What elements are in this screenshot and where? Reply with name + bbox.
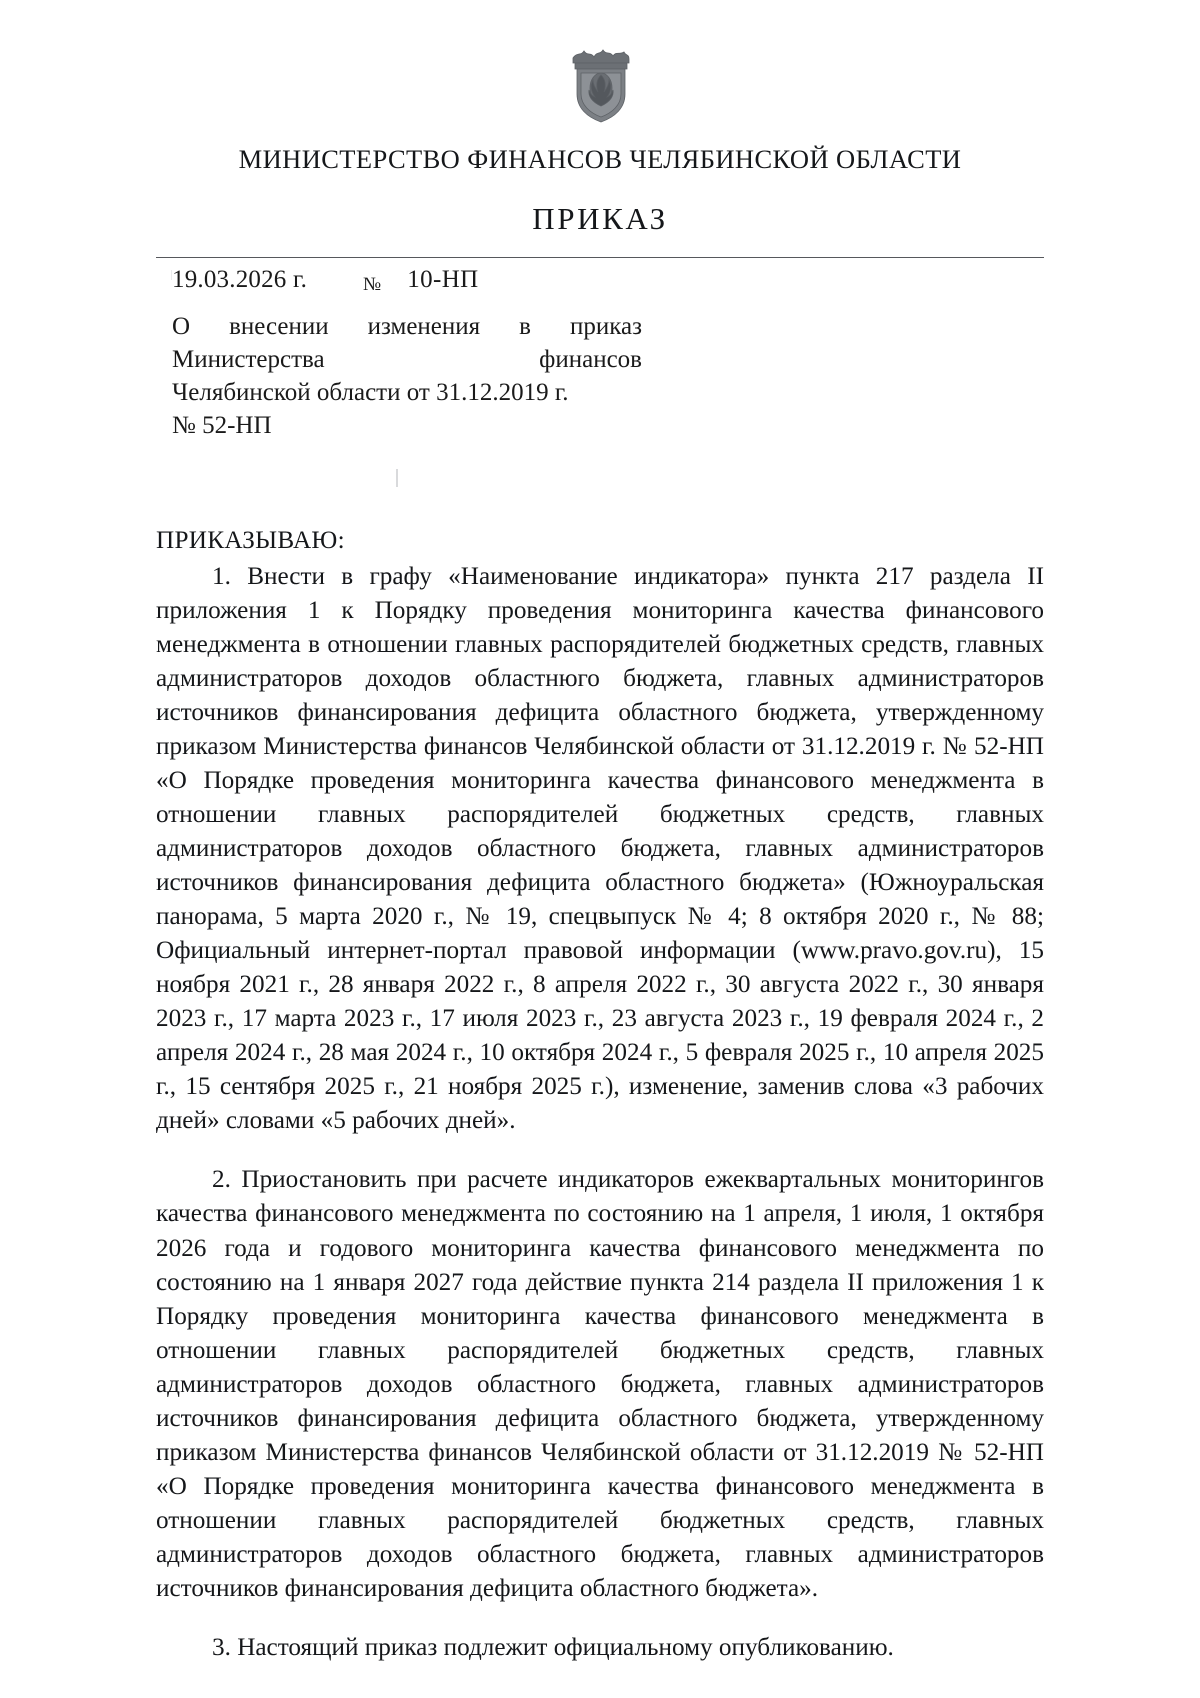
scan-artifact <box>171 270 172 280</box>
number-sign: № <box>363 274 382 295</box>
scan-artifact <box>396 469 398 487</box>
order-keyword: ПРИКАЗЫВАЮ: <box>156 527 345 554</box>
paragraph-1: 1. Внести в графу «Наименование индикатора» пункта 217 раздела II приложения 1 к Порядку проведения мониторинга качества финансового менеджмента в отношении главных распорядителей бюджетных средств, главных администраторов доходов областнюго бюджета, главных администраторов источников финансирования дефицита областного бюджета, утвержденному приказом Министерства финансов Челябинской области от 31.12.2019 г. № 52-НП «О Порядке проведения мониторинга качества финансового менеджмента в отношении главных распорядителей бюджетных средств, главных администраторов доходов областного бюджета, главных администраторов источников финансирования дефицита областного бюджета» (Южноуральская панорама, 5 марта 2020 г., № 19, спецвыпуск № 4; 8 октября 2020 г., № 88; Официальный интернет-портал правовой информации (www.pravo.gov.ru), 15 ноября 2021 г., 28 января 2022 г., 8 апреля 2022 г., 30 августа 2022 г., 30 января 2023 г., 17 марта 2023 г., 17 июля 2023 г., 23 августа 2023 г., 19 февраля 2024 г., 2 апреля 2024 г., 28 мая 2024 г., 10 октября 2024 г., 5 февраля 2025 г., 10 апреля 2025 г., 15 сентября 2025 г., 21 ноября 2025 г.), изменение, заменив слова «3 рабочих дней» словами «5 рабочих дней». <box>156 563 1044 1135</box>
subject-line-2: Министерства финансов <box>172 346 642 373</box>
coat-of-arms-icon <box>567 42 633 126</box>
document-number: 10-НП <box>407 266 479 293</box>
document-body <box>156 524 1044 1665</box>
document-meta <box>156 258 1044 294</box>
subject-line-3: Челябинской области от 31.12.2019 г. <box>172 379 569 406</box>
paragraph-2: 2. Приостановить при расчете индикаторов ежеквартальных мониторингов качества финансового менеджмента по состоянию на 1 апреля, 1 июля, 1 октября 2026 года и годового мониторинга качества финансового менеджмента по состоянию на 1 января 2027 года действие пункта 214 раздела II приложения 1 к Порядку проведения мониторинга качества финансового менеджмента в отношении главных распорядителей бюджетных средств, главных администраторов доходов областного бюджета, главных администраторов источников финансирования дефицита областного бюджета, утвержденному приказом Министерства финансов Челябинской области от 31.12.2019 № 52-НП «О Порядке проведения мониторинга качества финансового менеджмента в отношении главных распорядителей бюджетных средств, главных администраторов доходов областного бюджета, главных администраторов источников финансирования дефицита областного бюджета». <box>156 1166 1044 1602</box>
paragraph-3: 3. Настоящий приказ подлежит официальному опубликованию. <box>212 1633 894 1661</box>
page-title-ministry: МИНИСТЕРСТВО ФИНАНСОВ ЧЕЛЯБИНСКОЙ ОБЛАСТИ <box>238 144 962 174</box>
emblem-container <box>0 0 1200 126</box>
document-type: ПРИКАЗ <box>532 201 668 236</box>
subject-line-4: № 52-НП <box>172 412 272 439</box>
document-subject <box>172 310 642 442</box>
subject-line-1: О внесении изменения в приказ <box>172 313 642 340</box>
document-date: 19.03.2026 г. <box>172 266 308 293</box>
